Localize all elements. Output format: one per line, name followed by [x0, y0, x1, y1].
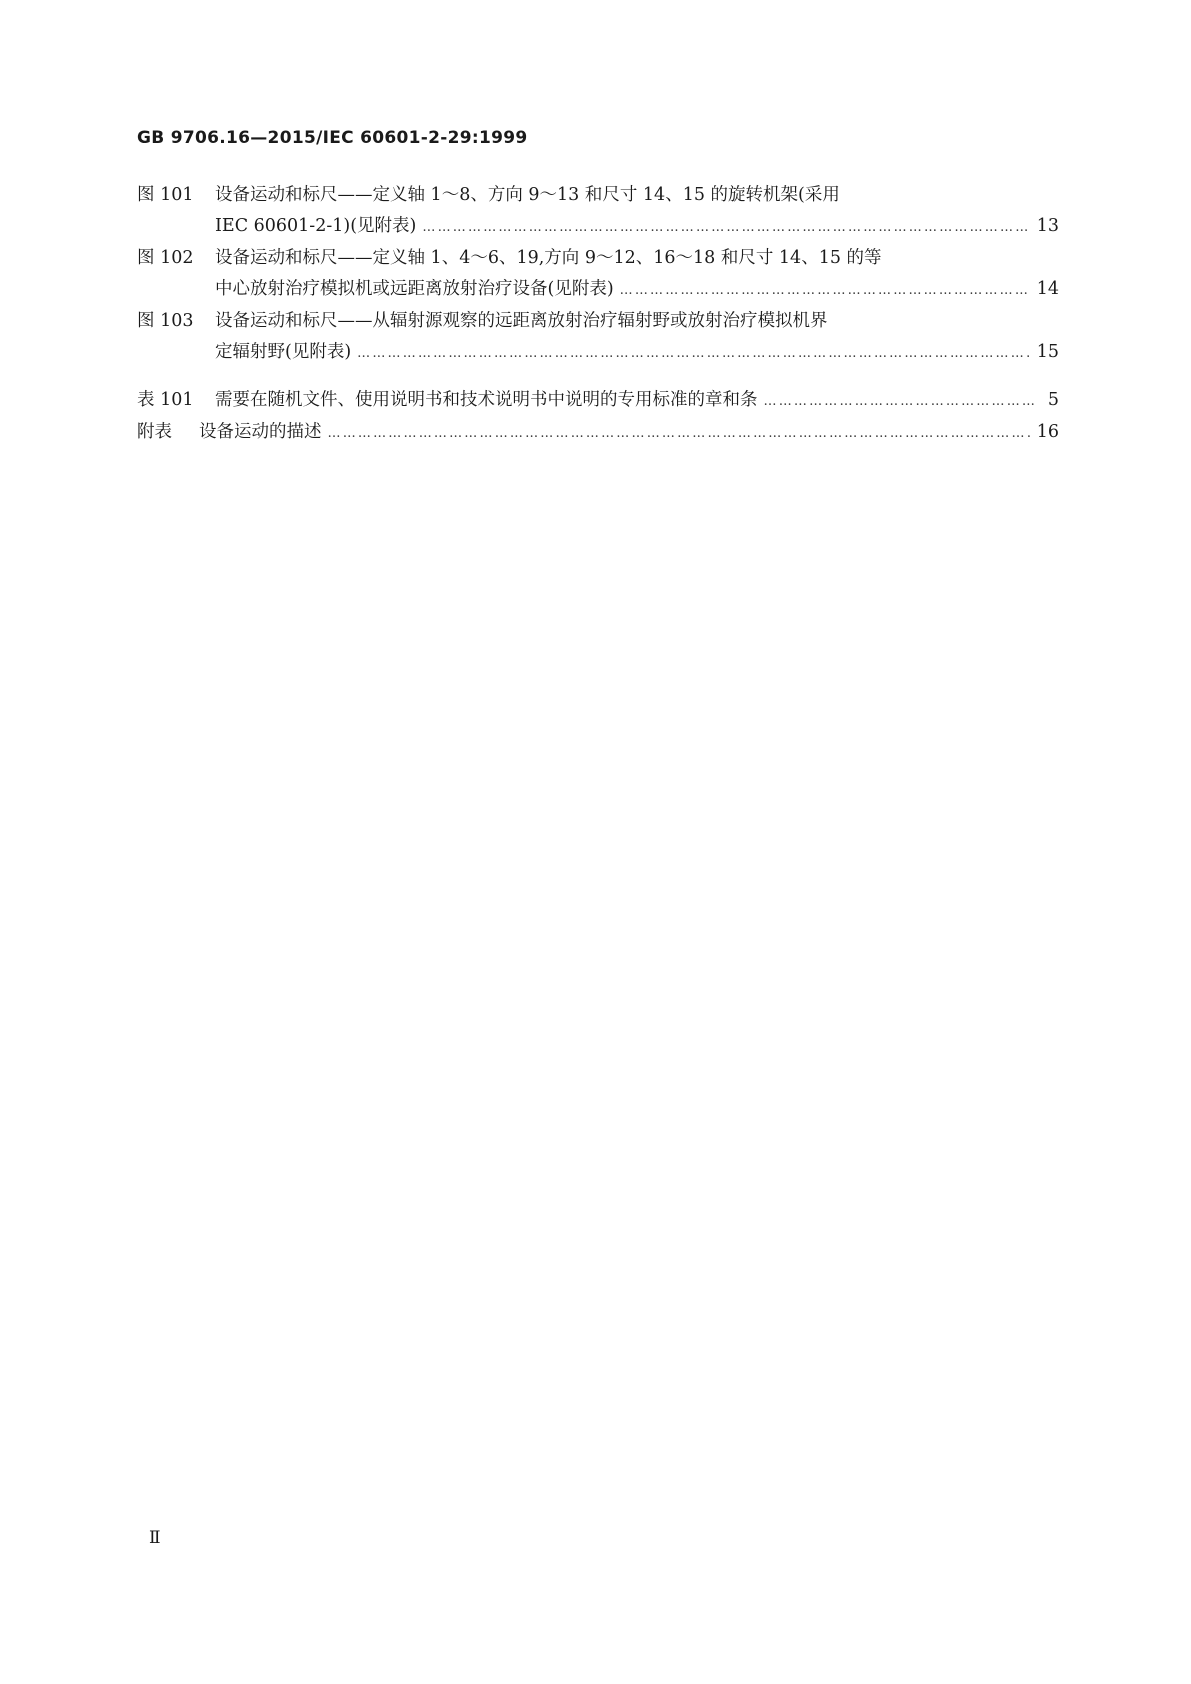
page-number: 5	[1047, 390, 1059, 410]
leader-dots	[357, 338, 1031, 369]
entry-title-line2: 定辐射野(见附表)	[215, 342, 352, 362]
entry-label: 附表	[137, 422, 172, 442]
leader-dots	[620, 275, 1031, 306]
entry-title: 需要在随机文件、使用说明书和技术说明书中说明的专用标准的章和条	[215, 390, 758, 410]
toc-entry-figure-102[interactable]	[137, 243, 1059, 306]
page-footer-number: Ⅱ	[149, 1528, 161, 1548]
toc-entry-table-101[interactable]	[137, 385, 1059, 417]
leader-dots	[328, 418, 1031, 449]
entry-label: 表 101	[137, 390, 194, 410]
leader-dots	[764, 386, 1036, 417]
page-number: 14	[1036, 279, 1059, 299]
toc-entry-appendix[interactable]	[137, 417, 1059, 449]
page-number: 13	[1036, 216, 1059, 236]
toc-entry-figure-101[interactable]	[137, 180, 1059, 243]
toc-entry-figure-103[interactable]	[137, 306, 1059, 369]
page-number: 15	[1036, 342, 1059, 362]
page-number: 16	[1036, 422, 1059, 442]
entry-title-line2: IEC 60601-2-1)(见附表)	[215, 216, 417, 236]
entry-title-line1: 设备运动和标尺——定义轴 1、4～6、19,方向 9～12、16～18 和尺寸 14、15 的等	[215, 248, 882, 268]
entry-title-line1: 设备运动和标尺——从辐射源观察的远距离放射治疗辐射野或放射治疗模拟机界	[215, 311, 828, 331]
entry-title-line1: 设备运动和标尺——定义轴 1～8、方向 9～13 和尺寸 14、15 的旋转机架(采用	[215, 185, 840, 205]
entry-label: 图 103	[137, 311, 194, 331]
document-header: GB 9706.16—2015/IEC 60601-2-29:1999	[137, 128, 528, 148]
entry-title: 设备运动的描述	[199, 422, 322, 442]
table-of-contents	[137, 180, 1059, 449]
entry-title-line2: 中心放射治疗模拟机或远距离放射治疗设备(见附表)	[215, 279, 614, 299]
entry-label: 图 102	[137, 248, 194, 268]
leader-dots	[422, 212, 1030, 243]
entry-label: 图 101	[137, 185, 194, 205]
